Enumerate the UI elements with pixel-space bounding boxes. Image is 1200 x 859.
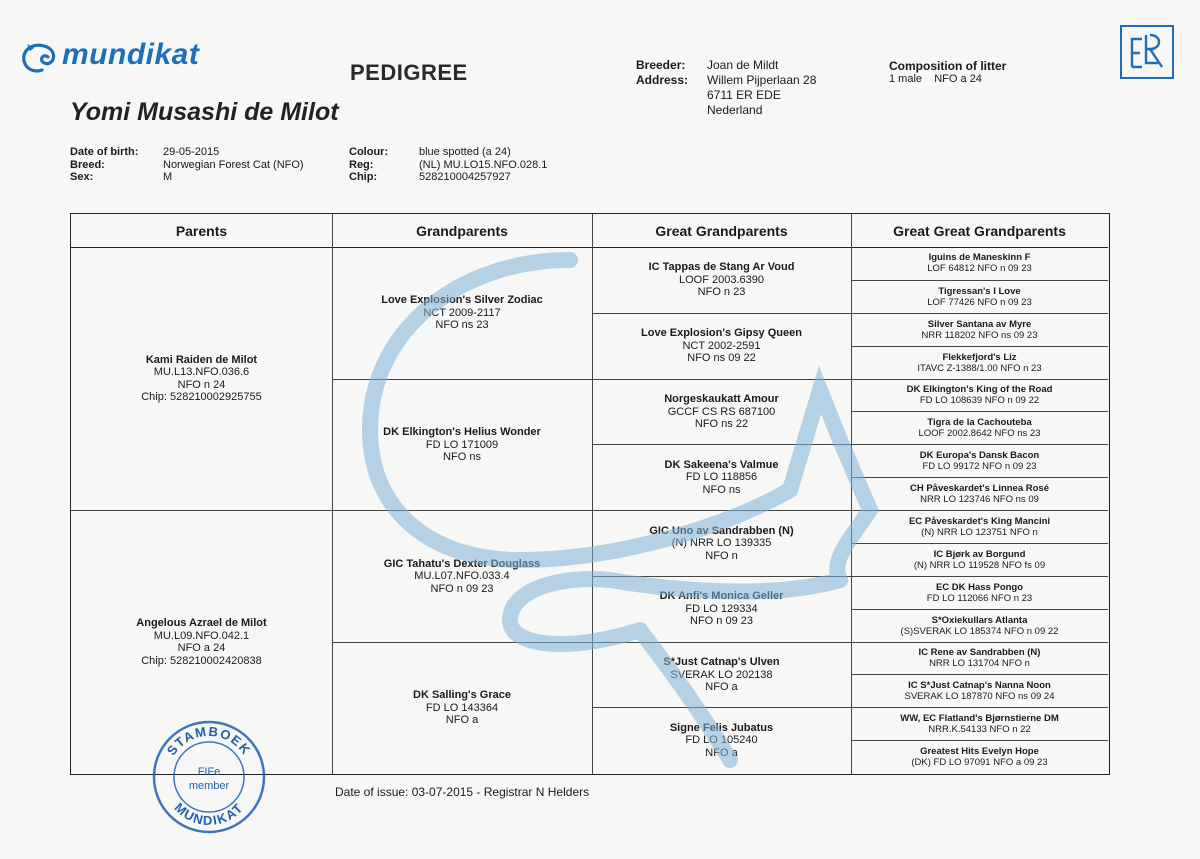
registration-text: FD LO 143364 — [425, 701, 499, 714]
chip-value: 528210004257927 — [419, 171, 511, 183]
cat-name-text: Signe Felis Jubatus — [669, 721, 774, 734]
litter-value: 1 male NFO a 24 — [889, 73, 982, 85]
chip-label: Chip: — [349, 171, 378, 183]
parent-cell — [71, 247, 332, 510]
great-grandparent-cell — [592, 642, 851, 708]
reg-value: (NL) MU.LO15.NFO.028.1 — [419, 158, 548, 171]
cat-name: Yomi Musashi de Milot — [70, 98, 339, 126]
cat-name-text: IC Bjørk av Borgund — [933, 548, 1026, 560]
registration-text: Chip: 528210002925755 — [141, 391, 262, 403]
great-great-grandparent-cell — [851, 510, 1108, 543]
great-great-grandparent-cell — [851, 576, 1108, 609]
header-great-grandparents: Great Grandparents — [592, 214, 851, 248]
registration-text: NFO ns 09 22 — [687, 352, 756, 365]
details-right-labels — [349, 146, 388, 184]
registration-text: Chip: 528210002420838 — [141, 654, 262, 667]
great-great-grandparent-cell — [851, 280, 1108, 313]
cat-name-text: WW, EC Flatland's Bjørnstierne DM — [900, 713, 1059, 725]
cat-name-text: S*Just Catnap's Ulven — [663, 656, 780, 669]
registration-text: MU.L13.NFO.036.6 — [153, 366, 250, 378]
great-great-grandparent-cell — [851, 379, 1108, 412]
registration-text: FD LO 129334 — [685, 602, 758, 615]
great-great-grandparent-cell — [851, 740, 1108, 773]
cat-name-text: EC Påveskardet's King Mancini — [908, 515, 1051, 527]
great-great-grandparent-cell — [851, 247, 1108, 280]
registration-text: NFO ns — [702, 483, 741, 496]
great-great-grandparent-cell — [851, 642, 1108, 675]
registration-text: (S)SVERAK LO 185374 NFO n 09 22 — [900, 625, 1059, 637]
cat-name-text: Iguins de Maneskinn F — [928, 252, 1031, 264]
mundikat-logo-icon — [18, 37, 60, 79]
litter-composition — [889, 59, 1006, 85]
address-label: Address: — [636, 73, 689, 87]
grandparent-cell — [332, 379, 592, 511]
registration-text: NFO a — [705, 681, 738, 694]
registration-text: NFO n 23 — [697, 286, 746, 299]
reg-label: Reg: — [349, 158, 374, 171]
cat-name-text: DK Europa's Dansk Bacon — [919, 450, 1040, 462]
details-left-values — [163, 146, 304, 184]
great-great-grandparent-cell — [851, 674, 1108, 707]
cat-name-text: DK Elkington's King of the Road — [906, 384, 1053, 396]
registration-text: FD LO 105240 — [685, 734, 758, 747]
breed-label: Breed: — [70, 158, 105, 171]
registration-text: ITAVC Z-1388/1.00 NFO n 23 — [917, 362, 1042, 374]
great-grandparent-cell — [592, 247, 851, 313]
registration-text: NFO ns 22 — [694, 418, 749, 431]
registration-text: FD LO 112066 NFO n 23 — [926, 592, 1033, 604]
great-great-grandparent-cell — [851, 477, 1108, 510]
cat-name-text: Silver Santana av Myre — [927, 318, 1032, 330]
cat-name-text: IC Tappas de Stang Ar Voud — [648, 261, 795, 274]
cat-name-text: Angelous Azrael de Milot — [136, 617, 267, 629]
cat-name-text: IC S*Just Catnap's Nanna Noon — [908, 680, 1051, 692]
registration-text: (N) NRR LO 119528 NFO fs 09 — [913, 559, 1046, 571]
svg-text:member: member — [188, 780, 230, 792]
colour-value: blue spotted (a 24) — [419, 146, 511, 158]
details-right-values — [419, 146, 547, 184]
registration-text: NFO ns — [443, 451, 481, 463]
cat-name-text: Love Explosion's Silver Zodiac — [381, 294, 543, 306]
svg-text:STAMBOEK: STAMBOEK — [163, 723, 255, 759]
fife-logo — [1120, 25, 1174, 79]
registration-text: LOF 77426 NFO n 09 23 — [927, 296, 1032, 308]
cat-name-text: Flekkefjord's Liz — [942, 351, 1017, 363]
cat-name-text: EC DK Hass Pongo — [935, 581, 1024, 593]
cat-name-text: Greatest Hits Evelyn Hope — [920, 746, 1039, 758]
registration-text: LOOF 2002.8642 NFO ns 23 — [918, 428, 1041, 440]
registration-text: NFO ns 23 — [435, 319, 489, 331]
brand-logo-text: mundikat — [62, 38, 200, 71]
registration-text: FD LO 118856 — [685, 471, 758, 484]
address-line: 6711 ER EDE — [707, 88, 781, 102]
great-great-grandparent-cell — [851, 411, 1108, 444]
great-great-grandparent-cell — [851, 444, 1108, 477]
registration-text: NFO n 09 23 — [690, 615, 753, 628]
cat-name-text: DK Salling's Grace — [413, 689, 511, 701]
registration-text: NRR LO 131704 NFO n — [929, 658, 1030, 670]
great-grandparent-cell — [592, 379, 851, 445]
cat-name-text: Tigra de la Cachouteba — [927, 417, 1032, 429]
great-great-grandparent-cell — [851, 313, 1108, 346]
cat-name-text: Love Explosion's Gipsy Queen — [641, 327, 802, 340]
registration-text: SVERAK LO 202138 — [670, 668, 773, 681]
breed-value: Norwegian Forest Cat (NFO) — [163, 158, 304, 171]
cat-name-text: S*Oxiekullars Atlanta — [931, 614, 1028, 626]
registration-text: FD LO 108639 NFO n 09 22 — [919, 395, 1040, 407]
dob-value: 29-05-2015 — [163, 146, 220, 158]
registration-text: NFO a — [705, 746, 738, 759]
breeder-name: Joan de Mildt — [707, 58, 779, 72]
colour-label: Colour: — [349, 146, 389, 158]
grandparent-cell — [332, 510, 592, 642]
header-great-great-grandparents: Great Great Grandparents — [851, 214, 1108, 248]
registration-text: NRR.K.54133 NFO n 22 — [928, 724, 1031, 736]
breeder-labels — [636, 58, 688, 88]
grandparent-cell — [332, 642, 592, 774]
registration-text: NFO a — [445, 714, 479, 726]
cat-name-text: DK Anfi's Monica Geller — [659, 590, 784, 603]
registration-text: GCCF CS RS 687100 — [667, 405, 776, 418]
registration-text: NFO n 24 — [177, 378, 226, 391]
registration-text: SVERAK LO 187870 NFO ns 09 24 — [904, 691, 1055, 703]
great-grandparent-cell — [592, 313, 851, 379]
header-parents: Parents — [71, 214, 332, 248]
great-great-grandparent-cell — [851, 543, 1108, 576]
registration-text: NRR LO 123746 NFO ns 09 — [920, 494, 1039, 506]
registration-text: (DK) FD LO 97091 NFO a 09 23 — [911, 757, 1048, 769]
registration-text: NFO n — [705, 549, 738, 562]
cat-name-text: IC Rene av Sandrabben (N) — [918, 647, 1041, 659]
stamboek-stamp-icon — [150, 718, 268, 836]
registration-text: NFO n 09 23 — [430, 582, 494, 595]
litter-title: Composition of litter — [889, 59, 1007, 73]
svg-text:FIFe: FIFe — [197, 766, 221, 778]
great-grandparent-cell — [592, 444, 851, 510]
breeder-label: Breeder: — [636, 58, 686, 72]
registration-text: LOOF 2003.6390 — [678, 273, 764, 286]
great-grandparent-cell — [592, 707, 851, 773]
registration-text: FD LO 171009 — [425, 438, 499, 451]
cat-name-text: DK Elkington's Helius Wonder — [383, 426, 541, 438]
great-grandparent-cell — [592, 510, 851, 576]
breeder-values — [707, 58, 816, 118]
issue-date: Date of issue: 03-07-2015 - Registrar N Helders — [335, 785, 590, 799]
registration-text: (N) NRR LO 139335 — [671, 537, 772, 550]
cat-name-text: GIC Tahatu's Dexter Douglass — [383, 557, 541, 570]
cat-name-text: Norgeskaukatt Amour — [664, 393, 779, 406]
sex-label: Sex: — [70, 171, 94, 183]
registration-text: FD LO 99172 NFO n 09 23 — [922, 461, 1037, 473]
document-title: PEDIGREE — [350, 60, 468, 85]
cat-name-text: Kami Raiden de Milot — [145, 353, 258, 366]
dob-label: Date of birth: — [70, 146, 139, 158]
registration-text: MU.L07.NFO.033.4 — [414, 570, 510, 582]
sex-value: M — [163, 171, 173, 183]
great-great-grandparent-cell — [851, 609, 1108, 642]
registration-text: NRR 118202 NFO ns 09 23 — [921, 329, 1038, 341]
great-great-grandparent-cell — [851, 707, 1108, 740]
cat-name-text: Tigressan's I Love — [938, 285, 1021, 297]
details-left-labels — [70, 146, 138, 184]
fife-emblem-icon — [1122, 27, 1172, 77]
cat-name-text: DK Sakeena's Valmue — [664, 458, 779, 471]
pedigree-table — [70, 213, 1110, 775]
registration-text: NCT 2002-2591 — [682, 339, 761, 352]
registration-text: LOF 64812 NFO n 09 23 — [927, 263, 1032, 275]
registration-text: NCT 2009-2117 — [423, 306, 501, 319]
address-line: Willem Pijperlaan 28 — [707, 73, 817, 87]
great-grandparent-cell — [592, 576, 851, 642]
great-great-grandparent-cell — [851, 346, 1108, 379]
registration-text: MU.L09.NFO.042.1 — [153, 629, 250, 642]
registration-text: (N) NRR LO 123751 NFO n — [921, 526, 1038, 538]
cat-name-text: CH Påveskardet's Linnea Rosé — [909, 483, 1049, 495]
address-line: Nederland — [707, 103, 763, 117]
registration-text: NFO a 24 — [177, 642, 226, 654]
svg-text:MUNDIKAT: MUNDIKAT — [171, 799, 247, 829]
cat-name-text: GIC Uno av Sandrabben (N) — [649, 524, 794, 537]
header-grandparents: Grandparents — [332, 214, 592, 248]
grandparent-cell — [332, 247, 592, 379]
